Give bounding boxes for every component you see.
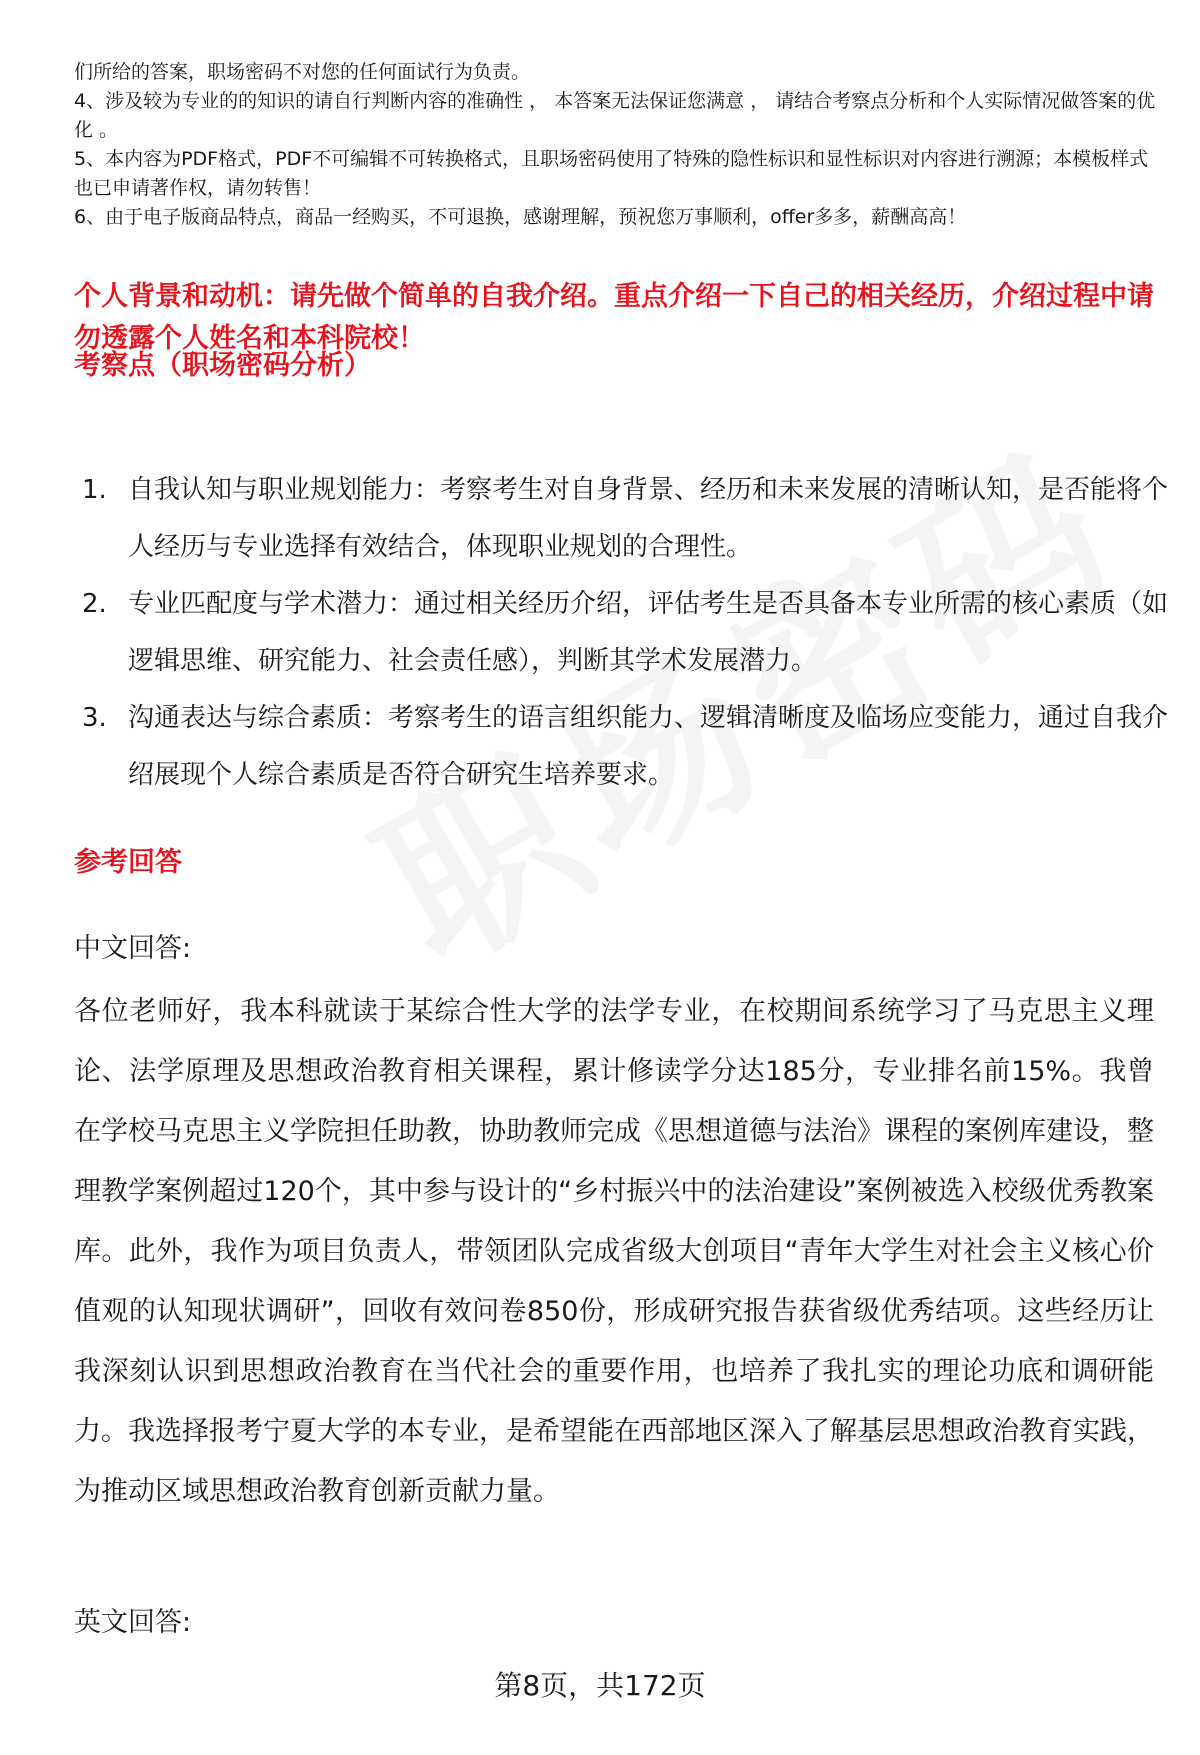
chinese-answer-label: 中文回答:	[74, 933, 192, 964]
points-heading: 考察点（职场密码分析）	[74, 350, 371, 381]
points-list	[82, 462, 1172, 804]
list-number: 3.	[82, 703, 107, 733]
question-heading: 个人背景和动机：请先做个简单的自我介绍。重点介绍一下自己的相关经历，介绍过程中请勿透露个人姓名和本科院校！	[74, 281, 1154, 354]
list-item	[82, 462, 1172, 576]
list-item	[82, 576, 1172, 690]
list-text: 沟通表达与综合素质：考察考生的语言组织能力、逻辑清晰度及临场应变能力，通过自我介绍展现个人综合素质是否符合研究生培养要求。	[128, 703, 1169, 790]
list-number: 1.	[82, 475, 107, 505]
note-line: 4、涉及较为专业的的知识的请自行判断内容的准确性 ， 本答案无法保证您满意 ， 请结合考察点分析和个人实际情况做答案的优化 。	[74, 90, 1156, 141]
page-footer: 第8页，共172页	[494, 1669, 706, 1702]
list-text: 自我认知与职业规划能力：考察考生对自身背景、经历和未来发展的清晰认知，是否能将个人经历与专业选择有效结合，体现职业规划的合理性。	[128, 475, 1169, 562]
note-line: 6、由于电子版商品特点，商品一经购买，不可退换，感谢理解，预祝您万事顺利，offer多多，薪酬高高！	[74, 206, 967, 228]
note-line: 们所给的答案，职场密码不对您的任何面试行为负责。	[74, 61, 531, 83]
list-number: 2.	[82, 589, 107, 619]
list-item	[82, 690, 1172, 804]
notes-block	[74, 58, 1164, 232]
chinese-answer: 各位老师好，我本科就读于某综合性大学的法学专业，在校期间系统学习了马克思主义理论、法学原理及思想政治教育相关课程，累计修读学分达185分，专业排名前15%。我曾在学校马克思主义学院担任助教，协助教师完成《思想道德与法治》课程的案例库建设，整理教学案例超过120个，其中参与设计的“乡村振兴中的法治建设”案例被选入校级优秀教案库。此外，我作为项目负责人，带领团队完成省级大创项目“青年大学生对社会主义核心价值观的认知现状调研”，回收有效问卷850份，形成研究报告获省级优秀结项。这些经历让我深刻认识到思想政治教育在当代社会的重要作用，也培养了我扎实的理论功底和调研能力。我选择报考宁夏大学的本专业，是希望能在西部地区深入了解基层思想政治教育实践，为推动区域思想政治教育创新贡献力量。	[74, 996, 1154, 1507]
english-answer-label: 英文回答:	[74, 1607, 192, 1638]
list-text: 专业匹配度与学术潜力：通过相关经历介绍，评估考生是否具备本专业所需的核心素质（如逻辑思维、研究能力、社会责任感），判断其学术发展潜力。	[128, 589, 1169, 676]
note-line: 5、本内容为PDF格式，PDF不可编辑不可转换格式，且职场密码使用了特殊的隐性标识和显性标识对内容进行溯源；本模板样式也已申请著作权，请勿转售！	[74, 148, 1149, 199]
reference-heading: 参考回答	[74, 847, 182, 878]
